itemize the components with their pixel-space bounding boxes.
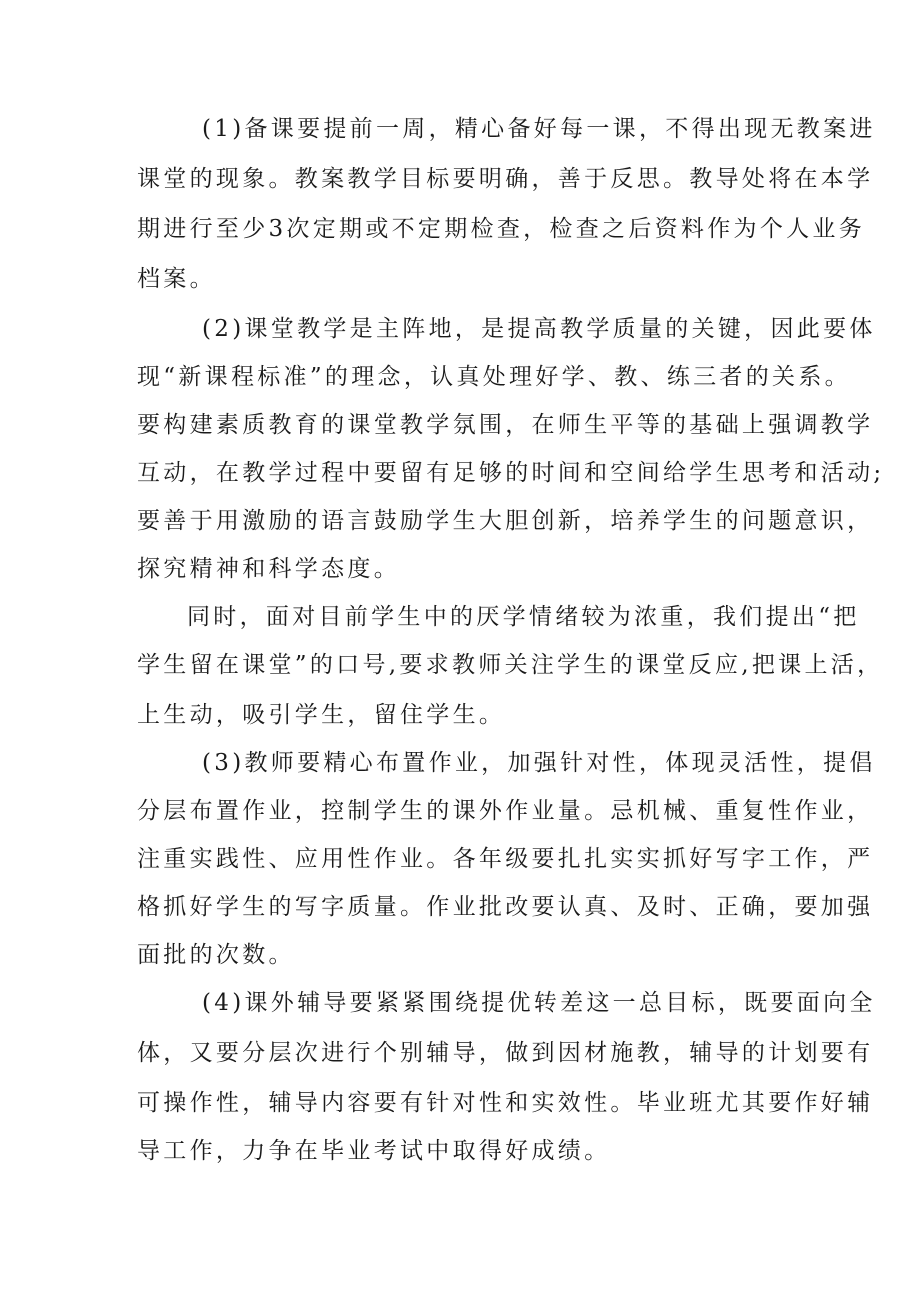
paragraph-4-line-2: 分层布置作业，控制学生的课外作业量。忌机械、重复性作业，: [137, 798, 874, 824]
paragraph-1-line-2: 课堂的现象。教案教学目标要明确，善于反思。教导处将在本学: [137, 166, 874, 192]
paragraph-5-line-2: 体，又要分层次进行个别辅导，做到因材施教，辅导的计划要有: [137, 1040, 874, 1066]
paragraph-3-line-3: 上生动，吸引学生，留住学生。: [137, 702, 506, 728]
paragraph-3-line-1: 同时，面对目前学生中的厌学情绪较为浓重，我们提出“把: [187, 604, 860, 630]
paragraph-4-line-4: 格抓好学生的写字质量。作业批改要认真、及时、正确，要加强: [137, 894, 874, 920]
paragraph-2-line-4: 互动，在教学过程中要留有足够的时间和空间给学生思考和活动;: [137, 460, 885, 486]
paragraph-3-line-2: 学生留在课堂”的口号,要求教师关注学生的课堂反应,把课上活，: [137, 652, 884, 678]
paragraph-2-line-2: 现“新课程标准”的理念，认真处理好学、教、练三者的关系。: [137, 364, 851, 390]
paragraph-5-line-3: 可操作性，辅导内容要有针对性和实效性。毕业班尤其要作好辅: [137, 1090, 874, 1116]
paragraph-4-line-5: 面批的次数。: [137, 942, 295, 968]
paragraph-1-line-4: 档案。: [137, 266, 216, 292]
paragraph-2-line-6: 探究精神和科学态度。: [137, 556, 400, 582]
paragraph-1-line-3: 期进行至少3次定期或不定期检查，检查之后资料作为个人业务: [137, 216, 866, 242]
paragraph-2-line-1: (2)课堂教学是主阵地，是提高教学质量的关键，因此要体: [202, 316, 876, 342]
paragraph-4-line-1: (3)教师要精心布置作业，加强针对性，体现灵活性，提倡: [202, 750, 876, 776]
paragraph-4-line-3: 注重实践性、应用性作业。各年级要扎扎实实抓好写字工作，严: [137, 846, 874, 872]
paragraph-5-line-1: (4)课外辅导要紧紧围绕提优转差这一总目标，既要面向全: [202, 990, 876, 1016]
paragraph-5-line-4: 导工作，力争在毕业考试中取得好成绩。: [137, 1138, 611, 1164]
paragraph-1-line-1: (1)备课要提前一周，精心备好每一课，不得出现无教案进: [202, 116, 876, 142]
paragraph-2-line-5: 要善于用激励的语言鼓励学生大胆创新，培养学生的问题意识，: [137, 508, 874, 534]
paragraph-2-line-3: 要构建素质教育的课堂教学氛围，在师生平等的基础上强调教学: [137, 412, 874, 438]
